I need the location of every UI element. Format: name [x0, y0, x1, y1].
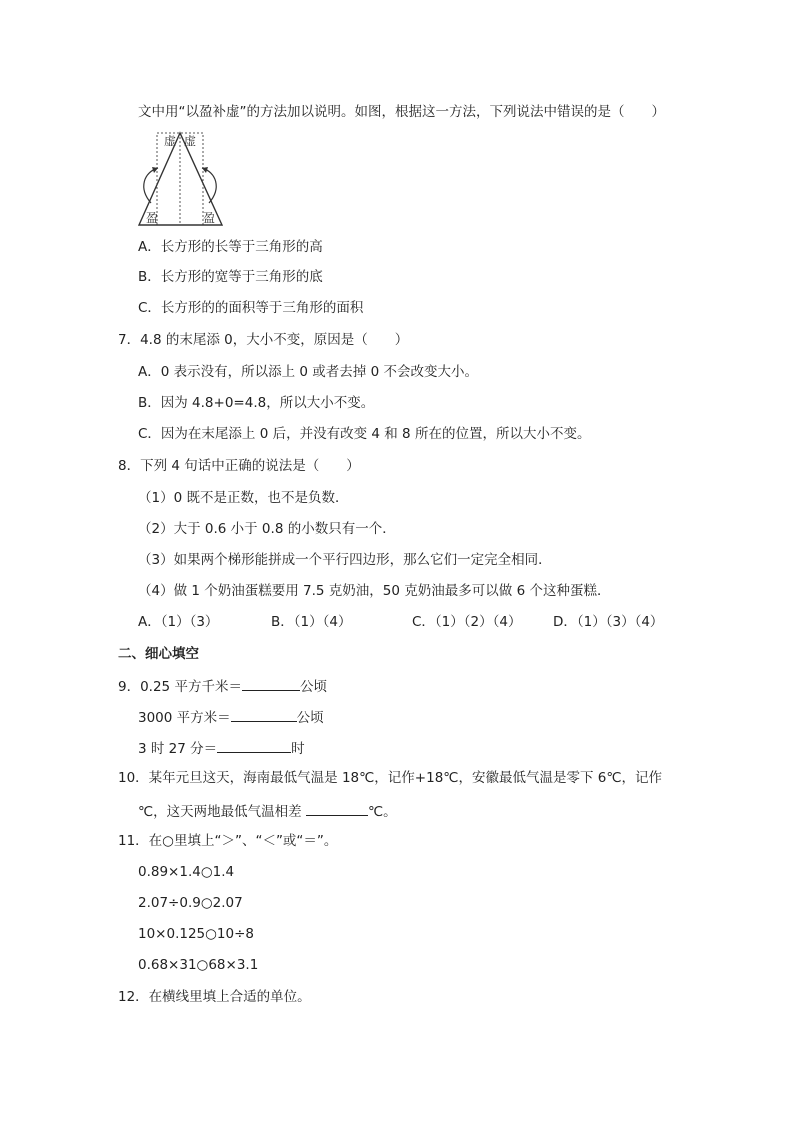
- q9-line-3-pre: 3 时 27 分＝: [138, 741, 218, 757]
- xu-label-right: 虚: [184, 134, 197, 148]
- q9-line-2-post: 公顷: [296, 710, 324, 726]
- ying-label-left: 盈: [146, 211, 159, 225]
- q9-line-1-pre: 9．0.25 平方千米＝: [118, 679, 242, 695]
- q8-statement-1: （1）0 既不是正数，也不是负数．: [138, 490, 349, 506]
- q8-stem: 8．下列 4 句话中正确的说法是（ ）: [118, 458, 360, 474]
- q8-statement-3: （3）如果两个梯形能拼成一个平行四边形，那么它们一定完全相同．: [138, 552, 552, 568]
- q10-line-1: 10．某年元旦这天，海南最低气温是 18℃，记作+18℃，安徽最低气温是零下 6℃，记作: [118, 770, 663, 786]
- q8-option-a: A．（1）（3）: [138, 614, 219, 630]
- q8-statement-2: （2）大于 0.6 小于 0.8 的小数只有一个．: [138, 521, 396, 537]
- q7-option-c: C．因为在末尾添上 0 后，并没有改变 4 和 8 所在的位置，所以大小不变。: [138, 426, 591, 442]
- q10-line-2: [138, 801, 397, 821]
- q11-item-3: 10×0.125○10÷8: [138, 926, 254, 942]
- q10-blank[interactable]: [306, 801, 368, 816]
- xu-label-left: 虚: [164, 134, 177, 148]
- q9-blank-2[interactable]: [231, 707, 297, 722]
- triangle-rectangle-diagram: [136, 128, 232, 232]
- q10-line-2-post: ℃。: [367, 804, 397, 820]
- q8-option-d: D．（1）（3）（4）: [553, 614, 664, 630]
- q8-option-b: B．（1）（4）: [271, 614, 352, 630]
- q6-option-c: C．长方形的的面积等于三角形的面积: [138, 300, 364, 316]
- q6-stem: 文中用“以盈补虚”的方法加以说明。如图，根据这一方法，下列说法中错误的是（ ）: [138, 104, 665, 120]
- q8-option-c: C．（1）（2）（4）: [412, 614, 522, 630]
- q7-option-a: A．0 表示没有，所以添上 0 或者去掉 0 不会改变大小。: [138, 364, 478, 380]
- q7-stem: 7．4.8 的末尾添 0，大小不变，原因是（ ）: [118, 332, 409, 348]
- q8-options: [138, 613, 663, 631]
- q6-option-a: A．长方形的长等于三角形的高: [138, 239, 323, 255]
- q9-line-1-post: 公顷: [299, 679, 327, 695]
- q8-statement-4: （4）做 1 个奶油蛋糕要用 7.5 克奶油，50 克奶油最多可以做 6 个这种蛋糕．: [138, 583, 611, 599]
- q9-line-2: [138, 707, 324, 727]
- q9-line-3: [138, 738, 305, 758]
- q11-item-2: 2.07÷0.9○2.07: [138, 895, 243, 911]
- q9-line-3-post: 时: [291, 741, 305, 757]
- q11-stem: 11．在○里填上“＞”、“＜”或“＝”。: [118, 833, 338, 849]
- q11-item-4: 0.68×31○68×3.1: [138, 957, 259, 973]
- q9-line-2-pre: 3000 平方米＝: [138, 710, 231, 726]
- q10-line-2-pre: ℃，这天两地最低气温相差: [138, 804, 306, 820]
- q9-line-1: [118, 676, 327, 696]
- ying-label-right: 盈: [203, 211, 216, 225]
- section-heading: 二、细心填空: [118, 646, 199, 662]
- q7-option-b: B．因为 4.8+0=4.8，所以大小不变。: [138, 395, 375, 411]
- q12-stem: 12．在横线里填上合适的单位。: [118, 989, 311, 1005]
- q6-figure: [136, 128, 232, 232]
- q6-option-b: B．长方形的宽等于三角形的底: [138, 269, 323, 285]
- q11-item-1: 0.89×1.4○1.4: [138, 864, 235, 880]
- q9-blank-3[interactable]: [217, 738, 291, 753]
- q9-blank-1[interactable]: [242, 676, 300, 691]
